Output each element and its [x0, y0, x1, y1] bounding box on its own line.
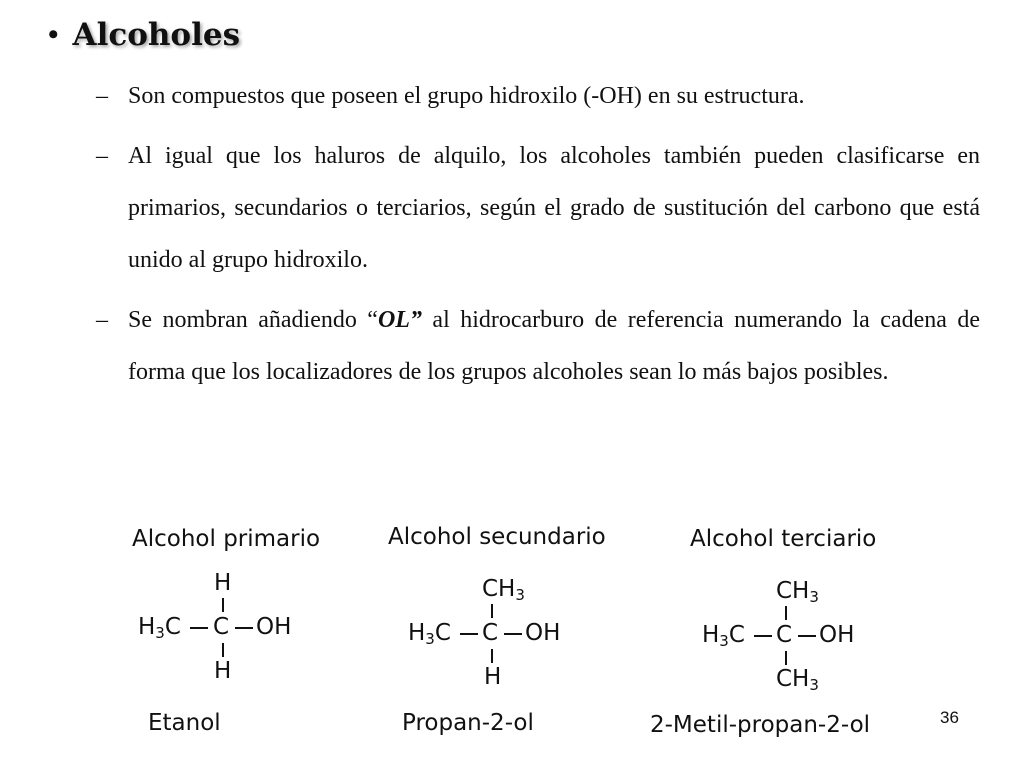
tertiary-top-bond — [785, 606, 787, 620]
secondary-center-carbon: C — [482, 620, 499, 646]
list-item-text — [128, 294, 980, 398]
tertiary-center-carbon: C — [776, 622, 793, 648]
list-dash: – — [96, 143, 108, 169]
primary-left-bond — [190, 627, 208, 629]
tertiary-bottom-bond — [785, 651, 787, 665]
primary-bottom-atom: H — [214, 658, 232, 684]
list-item-text: Al igual que los haluros de alquilo, los alcoholes también pueden clasificarse en primarios, secundarios o terciarios, según el grado de sustitución del carbono que está unido al grupo hidroxilo. — [128, 143, 980, 273]
tertiary-top-group: $CH_3$ — [776, 578, 819, 606]
list-item — [96, 294, 980, 398]
list-item-emphasis: OL” — [377, 307, 422, 333]
list-item-text: Son compuestos que poseen el grupo hidroxilo (-OH) en su estructura. — [128, 83, 805, 109]
title-bullet: • — [48, 18, 59, 51]
bullet-list — [96, 70, 980, 406]
primary-top-bond — [222, 598, 224, 612]
secondary-bottom-atom: H — [484, 664, 502, 690]
secondary-caption: Alcohol secundario — [388, 524, 606, 550]
primary-center-carbon: C — [213, 614, 230, 640]
primary-left-group: $H_3C$ — [138, 614, 181, 642]
secondary-name: Propan-2-ol — [402, 710, 534, 736]
list-item-text-after: al hidrocarburo de referencia numerando la cadena de forma que los localizadores de los grupos alcoholes sean lo más bajos posibles. — [128, 307, 981, 385]
tertiary-caption: Alcohol terciario — [690, 526, 877, 552]
primary-bottom-bond — [222, 643, 224, 657]
secondary-top-group: $CH_3$ — [482, 576, 525, 604]
list-dash: – — [96, 307, 108, 333]
slide-title — [48, 12, 240, 58]
primary-name: Etanol — [148, 710, 221, 736]
list-item — [96, 130, 980, 286]
tertiary-left-bond — [754, 635, 772, 637]
alcohol-structures-figure — [110, 512, 910, 752]
secondary-right-bond — [504, 633, 522, 635]
primary-alcohol-structure — [110, 512, 350, 752]
list-dash: – — [96, 83, 108, 109]
tertiary-alcohol-structure — [646, 512, 910, 752]
primary-right-bond — [235, 627, 253, 629]
tertiary-bottom-group: $CH_3$ — [776, 666, 819, 694]
tertiary-right-bond — [798, 635, 816, 637]
primary-caption: Alcohol primario — [132, 526, 321, 552]
secondary-alcohol-structure — [380, 512, 640, 752]
secondary-bottom-bond — [491, 649, 493, 663]
tertiary-name: 2-Metil-propan-2-ol — [650, 712, 871, 738]
tertiary-left-group: $H_3C$ — [702, 622, 745, 650]
primary-hydroxyl: OH — [256, 614, 292, 640]
secondary-top-bond — [491, 604, 493, 618]
title-text: Alcoholes — [72, 17, 241, 53]
secondary-hydroxyl: OH — [525, 620, 561, 646]
list-item — [96, 70, 980, 122]
tertiary-hydroxyl: OH — [819, 622, 855, 648]
primary-top-atom: H — [214, 570, 232, 596]
secondary-left-group: $H_3C$ — [408, 620, 451, 648]
page-number: 36 — [940, 708, 959, 727]
secondary-left-bond — [460, 633, 478, 635]
list-item-text-before: Se nombran añadiendo “ — [128, 307, 378, 333]
